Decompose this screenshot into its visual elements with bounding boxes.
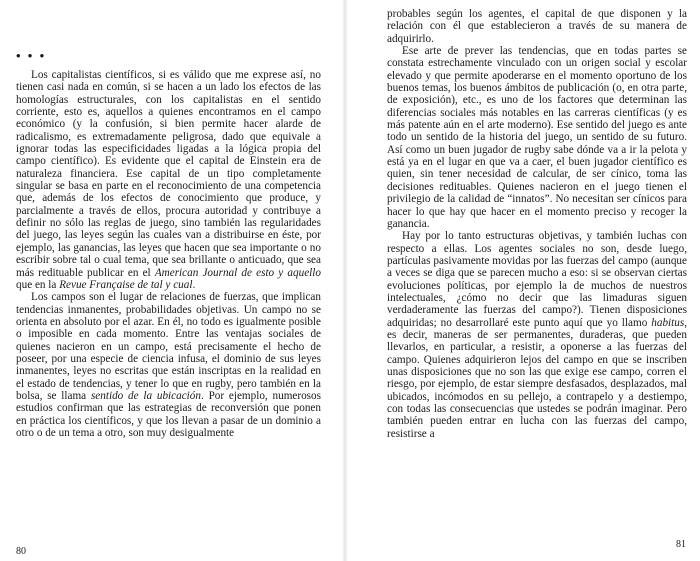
right-paragraph-1: Ese arte de prever las tendencias, que en todas partes se constata estrechamente vinculado con un origen social y escolar elevado y que permite apoderarse en el momento oportuno de los buenos temas, los buenos ámbitos de publicación (o, en otra parte, de exposición), etc., es uno de los factores que determinan las diferencias sociales más notables en las carreras científicas (y es más patente aún en el arte moderno). Ese sentido del juego es ante todo un sentido de la historia del juego, un sentido de su futuro. Así como un buen jugador de rugby sabe dónde va a ir la pelota y está ya en el lugar en que va a caer, el buen jugador científico es quien, sin tener necesidad de calcular, de ser cínico, toma las decisiones redituables. Quienes nacieron en el juego tienen el privilegio de la calidad de “innatos”. No necesitan ser cínicos para hacer lo que hay que hacer en el momento preciso y recoger la ganancia. (387, 45, 687, 230)
book-gutter (343, 0, 347, 561)
term-habitus: habitus (651, 316, 685, 329)
right-paragraph-2: Hay por lo tanto estructuras objetivas, y también luchas con respecto a ellas. Los agentes sociales no son, desde luego, partículas pasivamente movidas por las fuerzas del campo (aunque a veces se diga que se parecen mucho a eso: si se observan ciertas evoluciones políticas, por ejemplo la de muchos de nuestros intelectuales, ¿cómo no decir que las limaduras siguen verdaderamente las fuerzas del campo?). Tienen disposiciones adquiridas; no desarrollaré este punto aquí que yo llamo habitus, es decir, maneras de ser permanentes, duraderas, que pueden llevarlos, en particular, a resistir, a oponerse a las fuerzas del campo. Quienes adquirieron lejos del campo en que se inscriben unas disposiciones que no son las que exige ese campo, corren el riesgo, por ejemplo, de estar siempre desfasados, desplazados, mal ubicados, incómodos en su pellejo, a contrapelo y a destiempo, con todas las consecuencias que ustedes se podrán imaginar. Pero también pueden entrar en lucha con las fuerzas del campo, resistirse a (387, 230, 687, 440)
page-number-right: 81 (676, 539, 686, 550)
right-page-body (387, 8, 687, 440)
journal-title-american: American Journal de esto y aquello (154, 266, 321, 279)
page-number-left: 80 (16, 546, 26, 557)
left-paragraph-1: Los capitalistas científicos, si es válido que me exprese así, no tienen casi nada en común, si se hacen a un lado los efectos de las homologías estructurales, con los capitalistas en el sentido corriente, esto es, aquellos a quienes encontramos en el campo económico (y la confusión, si bien permite hacer alarde de radicalismo, es extremadamente peligrosa, dado que equivale a ignorar todas las especificidades ligadas a la lógica propia del campo científico). Es evidente que el capital de Einstein era de naturaleza financiera. Ese capital de un tipo completamente singular se basa en parte en el reconocimiento de una competencia que, además de los efectos de conocimiento que produce, y parcialmente a través de ellos, procura autoridad y contribuye a definir no sólo las reglas de juego, sino también las regularidades del juego, las leyes según las cuales van a distribuirse en éste, por ejemplo, las ganancias, las leyes que hacen que sea importante o no escribir sobre tal o cual tema, que sea brillante o anticuado, que sea más redituable publicar en el American Journal de esto y aquello que en la Revue Française de tal y cual. (16, 69, 321, 291)
left-page-body (16, 69, 321, 439)
right-paragraph-continued: probables según los agentes, el capital de que disponen y la relación con él que establecieron a través de su manera de adquirirlo. (387, 8, 687, 45)
left-paragraph-2: Los campos son el lugar de relaciones de fuerzas, que implican tendencias inmanentes, probabilidades objetivas. Un campo no se orienta en absoluto por el azar. En él, no todo es igualmente posible o imposible en cada momento. Entre las ventajas sociales de quienes nacieron en un campo, está precisamente el hecho de poseer, por una especie de ciencia infusa, el dominio de sus leyes inmanentes, leyes no escritas que están inscriptas en la realidad en el estado de tendencias, y tener lo que en rugby, pero también en la bolsa, se llama sentido de la ubicación. Por ejemplo, numerosos estudios confirman que las estrategias de reconversión que ponen en práctica los científicos, y que los llevan a pasar de un dominio a otro o de un tema a otro, son muy desigualmente (16, 291, 321, 439)
right-page (350, 0, 700, 561)
left-page (0, 0, 340, 561)
term-sentido-ubicacion: sentido de la ubicación (90, 389, 201, 402)
journal-title-revue: Revue Française de tal y cual (59, 278, 193, 291)
section-ornament: • • • (16, 48, 47, 63)
